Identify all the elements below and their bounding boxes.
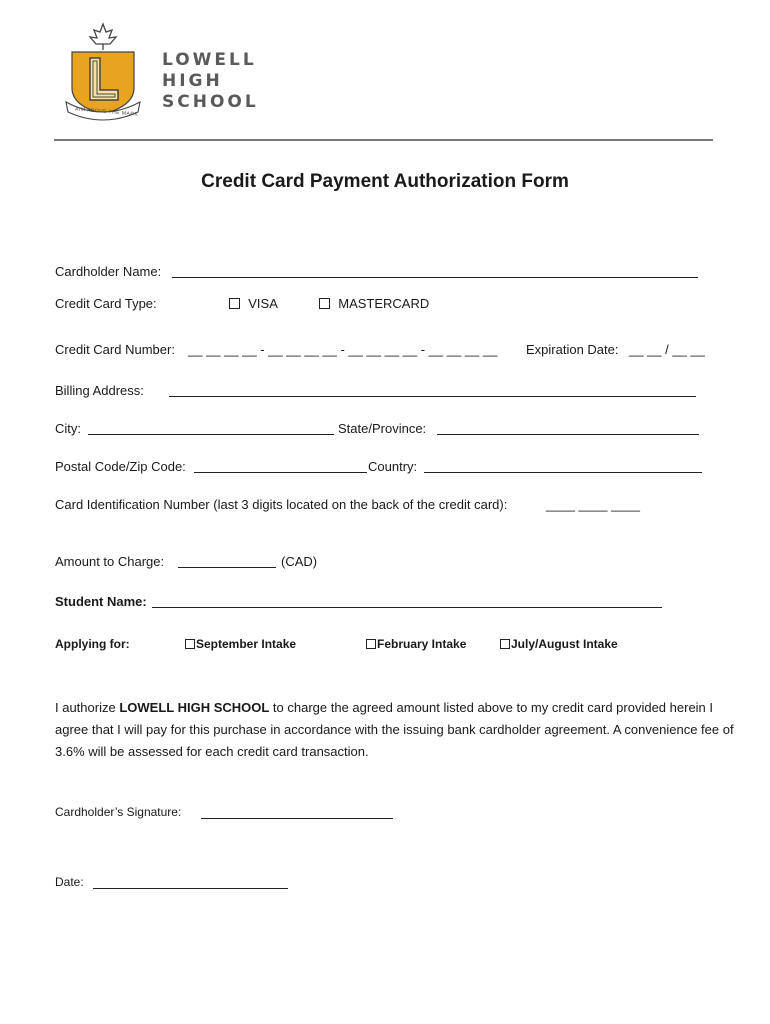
visa-label: VISA (248, 296, 278, 311)
signature-label: Cardholder’s Signature: (55, 805, 182, 819)
cin-label: Card Identification Number (last 3 digits located on the back of the credit card): (55, 497, 508, 512)
date-field[interactable] (93, 888, 288, 889)
form-title: Credit Card Payment Authorization Form (201, 171, 569, 192)
february-intake-option[interactable] (366, 637, 466, 652)
signature-field[interactable] (201, 818, 393, 819)
date-label: Date: (55, 875, 84, 889)
september-intake-checkbox[interactable] (185, 639, 195, 649)
visa-checkbox[interactable] (229, 298, 240, 309)
expiration-label: Expiration Date: (526, 342, 619, 357)
school-name-line3: SCHOOL (162, 92, 259, 112)
mastercard-option[interactable] (319, 296, 429, 312)
card-type-label: Credit Card Type: (55, 296, 157, 311)
expiration-field[interactable]: __ __ / __ __ (629, 342, 705, 357)
country-label: Country: (368, 459, 418, 474)
billing-address-field[interactable] (169, 396, 696, 397)
maple-leaf-icon (90, 24, 116, 44)
student-name-label: Student Name: (55, 594, 147, 609)
school-motto: AIM ABOVE THE MARK (74, 106, 139, 118)
authorization-statement (55, 697, 735, 763)
postal-code-field[interactable] (194, 472, 367, 473)
school-name-line1: LOWELL (162, 50, 257, 70)
july-august-intake-option[interactable] (500, 637, 618, 652)
city-label: City: (55, 421, 81, 436)
february-intake-checkbox[interactable] (366, 639, 376, 649)
september-intake-label: September Intake (196, 637, 297, 651)
visa-option[interactable] (229, 296, 278, 312)
country-field[interactable] (424, 472, 702, 473)
mastercard-checkbox[interactable] (319, 298, 330, 309)
cardholder-name-field[interactable] (172, 277, 698, 278)
billing-address-label: Billing Address: (55, 383, 144, 398)
city-field[interactable] (88, 434, 334, 435)
state-field[interactable] (437, 434, 699, 435)
applying-for-label: Applying for: (55, 637, 130, 651)
school-name-line2: HIGH (162, 71, 223, 91)
mastercard-label: MASTERCARD (338, 296, 430, 311)
cin-field[interactable]: ____ ____ ____ (546, 497, 640, 512)
cardholder-name-label: Cardholder Name: (55, 264, 162, 279)
student-name-field[interactable] (152, 607, 662, 608)
july-august-intake-checkbox[interactable] (500, 639, 510, 649)
authorization-prefix: I authorize (55, 700, 120, 715)
state-label: State/Province: (338, 421, 427, 436)
amount-currency: (CAD) (281, 554, 318, 569)
amount-field[interactable] (178, 567, 276, 568)
amount-label: Amount to Charge: (55, 554, 165, 569)
authorization-text: to charge the agreed amount listed above to my credit card provided herein I agree that I will pay for this purchase in accordance with the issuing bank cardholder agreement. A convenience fee of 3.6% will be assessed for each credit card transaction. (55, 700, 734, 759)
july-august-intake-label: July/August Intake (511, 637, 618, 651)
postal-code-label: Postal Code/Zip Code: (55, 459, 186, 474)
february-intake-label: February Intake (377, 637, 467, 651)
header-divider (54, 139, 713, 141)
card-number-field[interactable]: __ __ __ __ - __ __ __ __ - __ __ __ __ - __ __ __ __ (188, 342, 498, 357)
authorization-school-name: LOWELL HIGH SCHOOL (119, 700, 270, 715)
september-intake-option[interactable] (185, 637, 296, 652)
card-number-label: Credit Card Number: (55, 342, 175, 357)
